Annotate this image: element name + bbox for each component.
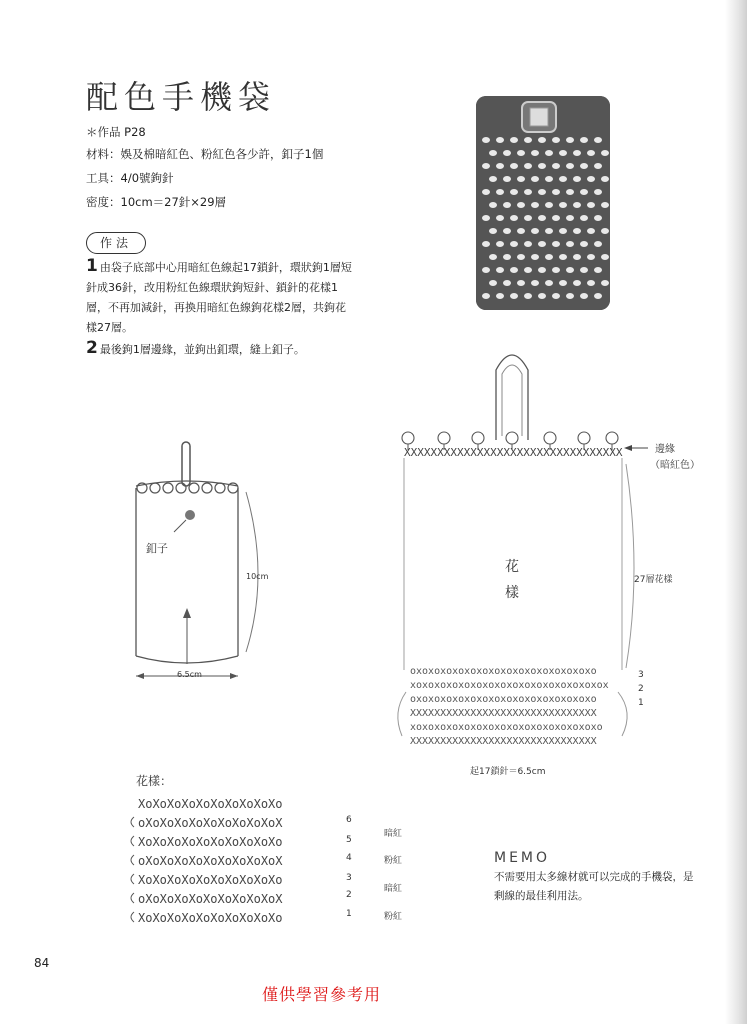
memo-title: MEMO bbox=[494, 850, 551, 866]
product-photo bbox=[476, 96, 610, 310]
width-label: 6.5cm bbox=[177, 670, 202, 679]
svg-text:XoXoXoXoXoXoXoXoXoXo: XoXoXoXoXoXoXoXoXoXo bbox=[138, 873, 283, 887]
svg-text:XXXXXXXXXXXXXXXXXXXXXXXXXXXXXX: XXXXXXXXXXXXXXXXXXXXXXXXXXXXXXX bbox=[410, 736, 597, 747]
pattern-row-1: 1 bbox=[346, 909, 352, 919]
pattern-label-top: 花 bbox=[505, 559, 519, 575]
svg-text:XoXoXoXoXoXoXoXoXoXo: XoXoXoXoXoXoXoXoXoXo bbox=[138, 911, 283, 925]
color-pink-row-4: 粉紅 bbox=[384, 856, 403, 866]
pattern-row-4: 4 bbox=[346, 853, 352, 863]
svg-text:XXXXXXXXXXXXXXXXXXXXXXXXXXXXXX: XXXXXXXXXXXXXXXXXXXXXXXXXXXXXXXXX bbox=[404, 446, 623, 459]
step-2-number: 2 bbox=[86, 338, 98, 358]
chart-row-3: 3 bbox=[638, 670, 644, 680]
pattern-row-3: 3 bbox=[346, 873, 352, 883]
howto-badge: 作法 bbox=[86, 232, 146, 254]
svg-text:XoXoXoXoXoXoXoXoXoXo: XoXoXoXoXoXoXoXoXoXo bbox=[138, 835, 283, 849]
page-number: 84 bbox=[34, 956, 50, 970]
book-spine-shadow bbox=[725, 0, 747, 1024]
crochet-chart bbox=[390, 340, 650, 770]
svg-text:oXoXoXoXoXoXoXoXoXoX: oXoXoXoXoXoXoXoXoXoX bbox=[138, 892, 283, 906]
edge-label: 邊緣 bbox=[655, 444, 675, 455]
height-label: 10cm bbox=[246, 572, 269, 581]
step-1-number: 1 bbox=[86, 256, 98, 276]
svg-text:xoxoxoxoxoxoxoxoxoxoxoxoxoxoxo: xoxoxoxoxoxoxoxoxoxoxoxoxoxoxoxo bbox=[410, 722, 603, 733]
svg-text:oXoXoXoXoXoXoXoXoXoX: oXoXoXoXoXoXoXoXoXoX bbox=[138, 854, 283, 868]
step-2 bbox=[86, 338, 356, 360]
step-1 bbox=[86, 256, 356, 338]
gauge: 密度：10cm＝27針×29層 bbox=[86, 195, 227, 209]
edge-color-label: （暗紅色） bbox=[650, 460, 700, 471]
pouch-schematic bbox=[120, 436, 300, 686]
color-pink-row-1: 粉紅 bbox=[384, 912, 403, 922]
svg-text:oxoxoxoxoxoxoxoxoxoxoxoxoxoxox: oxoxoxoxoxoxoxoxoxoxoxoxoxoxoxo bbox=[410, 694, 597, 705]
pattern-label-bottom: 樣 bbox=[505, 585, 519, 601]
svg-text:XoXoXoXoXoXoXoXoXoXo: XoXoXoXoXoXoXoXoXoXo bbox=[138, 797, 283, 811]
tools: 工具：4/0號鉤針 bbox=[86, 171, 174, 185]
svg-text:oXoXoXoXoXoXoXoXoXoX: oXoXoXoXoXoXoXoXoXoX bbox=[138, 816, 283, 830]
svg-text:xoxoxoxoxoxoxoxoxoxoxoxoxoxoxo: xoxoxoxoxoxoxoxoxoxoxoxoxoxoxoxox bbox=[410, 680, 609, 691]
memo-text: 不需要用太多線材就可以完成的手機袋，是剩線的最佳利用法。 bbox=[494, 871, 694, 902]
page-title: 配色手機袋 bbox=[86, 78, 277, 116]
svg-text:XXXXXXXXXXXXXXXXXXXXXXXXXXXXXX: XXXXXXXXXXXXXXXXXXXXXXXXXXXXXXX bbox=[410, 708, 597, 719]
pattern-row-2: 2 bbox=[346, 890, 352, 900]
chart-row-2: 2 bbox=[638, 684, 644, 694]
color-dark-rows-5-6: 暗紅 bbox=[384, 829, 403, 839]
product-photo-drawing bbox=[476, 96, 610, 310]
watermark: 僅供學習參考用 bbox=[262, 985, 382, 1004]
foundation-label: 起17鎖針＝6.5cm bbox=[470, 767, 546, 777]
work-reference: ＊作品 P28 bbox=[86, 125, 146, 139]
materials: 材料：娛及棉暗紅色、粉紅色各少許，釦子1個 bbox=[86, 147, 324, 161]
pattern-title: 花樣： bbox=[136, 774, 173, 788]
chart-row-1: 1 bbox=[638, 698, 644, 708]
pattern-row-6: 6 bbox=[346, 815, 352, 825]
pattern-row-5: 5 bbox=[346, 835, 352, 845]
rows-count-label: 27層花樣 bbox=[634, 575, 673, 585]
step-1-text: 由袋子底部中心用暗紅色線起17鎖針，環狀鉤1層短針成36針，改用粉紅色線環狀鉤短針、鎖針的花樣1層，不再加減針，再換用暗紅色線鉤花樣2層，共鉤花樣27層。 bbox=[86, 261, 352, 334]
stitch-pattern-chart bbox=[126, 790, 426, 930]
color-dark-rows-2-3: 暗紅 bbox=[384, 884, 403, 894]
button-label: 釦子 bbox=[146, 542, 168, 555]
svg-text:oxoxoxoxoxoxoxoxoxoxoxoxoxoxox: oxoxoxoxoxoxoxoxoxoxoxoxoxoxoxo bbox=[410, 666, 597, 677]
step-2-text: 最後鉤1層邊緣，並鉤出釦環，縫上釦子。 bbox=[99, 343, 305, 356]
